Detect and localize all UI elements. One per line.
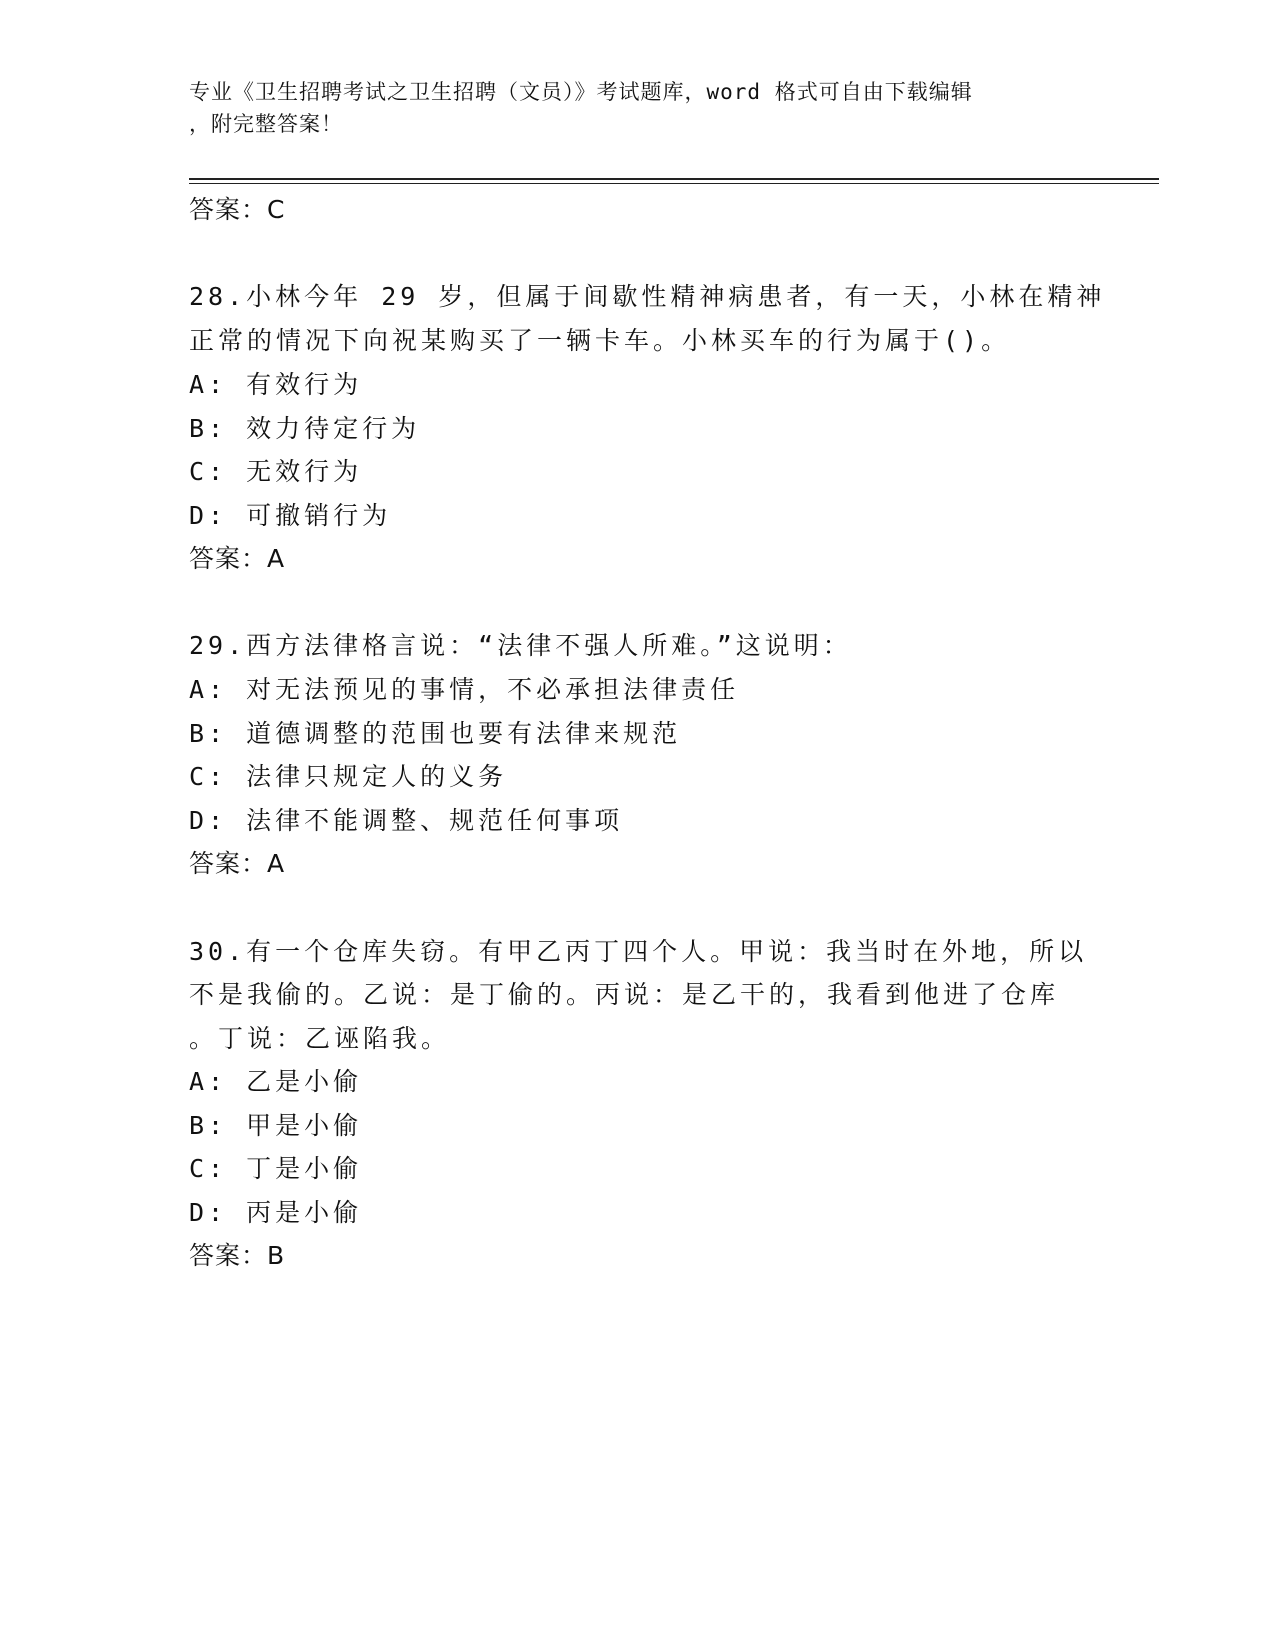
document-header (189, 76, 1089, 140)
header-divider-thick (189, 178, 1159, 180)
question-28-option-a: A: 有效行为 (189, 370, 363, 399)
header-line-2: ，附完整答案！ (189, 112, 343, 136)
question-30-option-c: C: 丁是小偷 (189, 1154, 363, 1183)
question-28-option-b: B: 效力待定行为 (189, 414, 421, 443)
previous-answer: 答案：C (189, 195, 286, 224)
question-29-answer: 答案：A (189, 849, 286, 878)
question-30-stem-line-3: 。丁说：乙诬陷我。 (189, 1024, 451, 1053)
header-line-1: 专业《卫生招聘考试之卫生招聘（文员）》考试题库，word 格式可自由下载编辑 (189, 80, 973, 104)
question-28-option-c: C: 无效行为 (189, 457, 363, 486)
question-28-stem-line-1: 28.小林今年 29 岁，但属于间歇性精神病患者，有一天，小林在精神 (189, 282, 1106, 311)
question-30-stem-line-2: 不是我偷的。乙说：是丁偷的。丙说：是乙干的，我看到他进了仓库 (189, 980, 1060, 1009)
question-30-option-d: D: 丙是小偷 (189, 1198, 363, 1227)
question-29-option-d: D: 法律不能调整、规范任何事项 (189, 806, 624, 835)
question-28-stem-line-2: 正常的情况下向祝某购买了一辆卡车。小林买车的行为属于()。 (189, 326, 1011, 355)
question-28-option-d: D: 可撤销行为 (189, 501, 392, 530)
header-divider-thin (189, 183, 1159, 184)
question-29-option-b: B: 道德调整的范围也要有法律来规范 (189, 719, 682, 748)
question-30-option-b: B: 甲是小偷 (189, 1111, 363, 1140)
question-29-option-c: C: 法律只规定人的义务 (189, 762, 508, 791)
question-30-stem-line-1: 30.有一个仓库失窃。有甲乙丙丁四个人。甲说：我当时在外地，所以 (189, 937, 1088, 966)
question-28-answer: 答案：A (189, 544, 286, 573)
question-30-answer: 答案：B (189, 1241, 286, 1270)
question-30-option-a: A: 乙是小偷 (189, 1067, 363, 1096)
question-29-option-a: A: 对无法预见的事情，不必承担法律责任 (189, 675, 740, 704)
question-29-stem-line-1: 29.西方法律格言说：“法律不强人所难。”这说明： (189, 631, 852, 660)
